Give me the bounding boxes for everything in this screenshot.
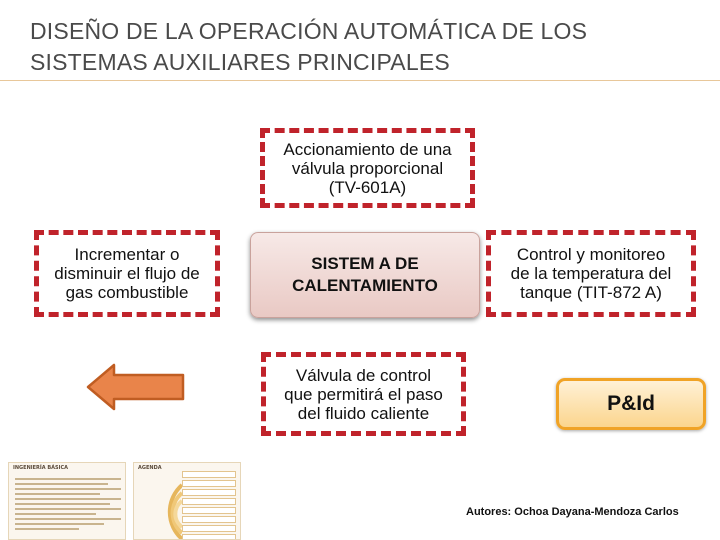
node-valve-actuation-line-3: (TV-601A) — [328, 177, 407, 197]
node-heating-system-line-2: CALENTAMIENTO — [292, 276, 438, 295]
node-valve-actuation-line-1: Accionamiento de una — [283, 139, 452, 159]
thumbnail-basic-engineering-title: INGENIERÍA BÁSICA — [13, 465, 69, 471]
node-valve-actuation-line-2: válvula proporcional — [291, 158, 444, 178]
node-heating-system-line-1: SISTEM A DE — [311, 254, 419, 273]
slide-title — [30, 16, 670, 78]
node-temperature-control-line-2: de la temperatura del — [510, 264, 672, 283]
node-gas-flow — [34, 230, 220, 317]
node-control-valve-line-1: Válvula de control — [295, 365, 432, 385]
thumbnail-agenda[interactable] — [133, 462, 241, 540]
agenda-rings-graphic — [138, 481, 182, 539]
authors-credit: Autores: Ochoa Dayana-Mendoza Carlos — [466, 506, 679, 518]
node-temperature-control — [486, 230, 696, 317]
agenda-list — [182, 471, 236, 540]
node-temperature-control-line-3: tanque (TIT-872 A) — [520, 283, 662, 302]
node-gas-flow-line-2: disminuir el flujo de — [54, 264, 200, 283]
node-temperature-control-line-1: Control y monitoreo — [516, 245, 666, 264]
node-control-valve — [261, 352, 466, 436]
pid-button[interactable] — [556, 378, 706, 430]
pid-button-label: P&Id — [607, 392, 655, 415]
node-gas-flow-line-3: gas combustible — [65, 283, 189, 302]
slide-title-line-2: SISTEMAS AUXILIARES PRINCIPALES — [30, 49, 450, 75]
node-gas-flow-line-1: Incrementar o — [74, 245, 180, 264]
node-valve-actuation — [260, 128, 475, 208]
back-arrow-button[interactable] — [86, 362, 186, 412]
node-heating-system — [250, 232, 480, 318]
thumbnail-agenda-title: AGENDA — [138, 465, 162, 471]
left-arrow-icon — [88, 365, 183, 409]
node-control-valve-line-3: del fluido caliente — [297, 403, 430, 423]
title-divider — [0, 80, 720, 81]
thumbnail-text-lines — [15, 475, 121, 533]
slide-title-line-1: DISEÑO DE LA OPERACIÓN AUTOMÁTICA DE LOS — [30, 18, 588, 44]
thumbnail-basic-engineering[interactable] — [8, 462, 126, 540]
node-control-valve-line-2: que permitirá el paso — [284, 384, 443, 404]
